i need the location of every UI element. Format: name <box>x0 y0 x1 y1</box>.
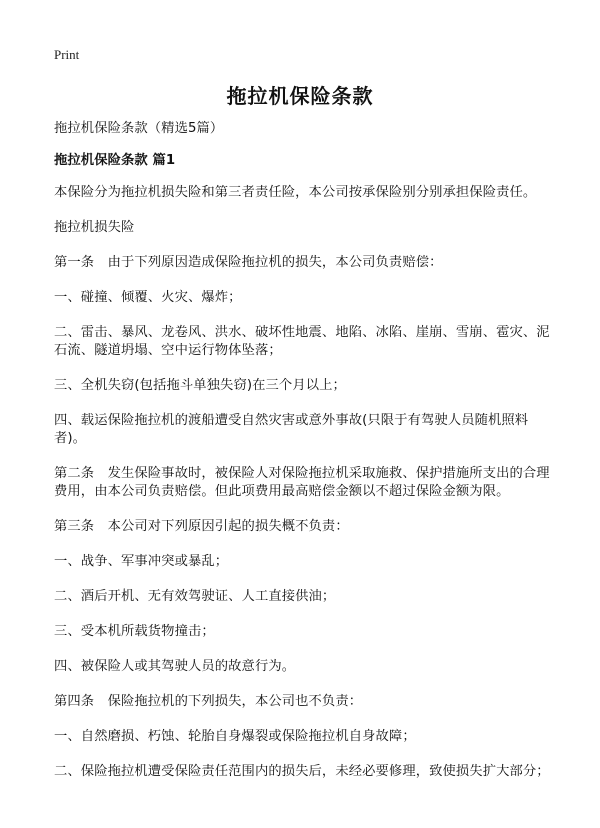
article-1-item-3: 三、全机失窃(包括拖斗单独失窃)在三个月以上； <box>54 378 346 393</box>
article-3-item-3: 三、受本机所载货物撞击； <box>54 624 215 639</box>
article-1-item-2: 二、雷击、暴风、龙卷风、洪水、破坏性地震、地陷、冰陷、崖崩、雪崩、雹灾、泥石流、隧道坍塌、空中运行物体坠落； <box>54 325 550 358</box>
paragraph-intro: 本保险分为拖拉机损失险和第三者责任险，本公司按承保险别分别承担保险责任。 <box>54 185 537 200</box>
document-subtitle: 拖拉机保险条款（精选5篇） <box>54 121 224 136</box>
article-3-item-1: 一、战争、军事冲突或暴乱； <box>54 554 229 569</box>
article-4-item-1: 一、自然磨损、朽蚀、轮胎自身爆裂或保险拖拉机自身故障； <box>54 729 416 744</box>
print-link[interactable]: Print <box>54 47 80 62</box>
article-3-item-2: 二、酒后开机、无有效驾驶证、人工直接供油； <box>54 589 336 604</box>
article-1-item-1: 一、碰撞、倾覆、火灾、爆炸； <box>54 290 242 305</box>
page-title: 拖拉机保险条款 <box>226 84 374 108</box>
section-heading: 拖拉机保险条款 篇1 <box>54 153 176 168</box>
document-body <box>54 120 550 798</box>
article-1: 第一条 由于下列原因造成保险拖拉机的损失，本公司负责赔偿： <box>54 255 443 270</box>
article-1-item-4: 四、载运保险拖拉机的渡船遭受自然灾害或意外事故(只限于有驾驶人员随机照料者)。 <box>54 413 529 446</box>
paragraph-heading-loss: 拖拉机损失险 <box>54 220 135 235</box>
article-4: 第四条 保险拖拉机的下列损失，本公司也不负责： <box>54 694 363 709</box>
article-2: 第二条 发生保险事故时，被保险人对保险拖拉机采取施救、保护措施所支出的合理费用，由本公司负责赔偿。但此项费用最高赔偿金额以不超过保险金额为限。 <box>54 466 550 499</box>
article-3: 第三条 本公司对下列原因引起的损失概不负责： <box>54 519 349 534</box>
article-3-item-4: 四、被保险人或其驾驶人员的故意行为。 <box>54 659 296 674</box>
article-4-item-2: 二、保险拖拉机遭受保险责任范围内的损失后，未经必要修理，致使损失扩大部分； <box>54 764 550 779</box>
